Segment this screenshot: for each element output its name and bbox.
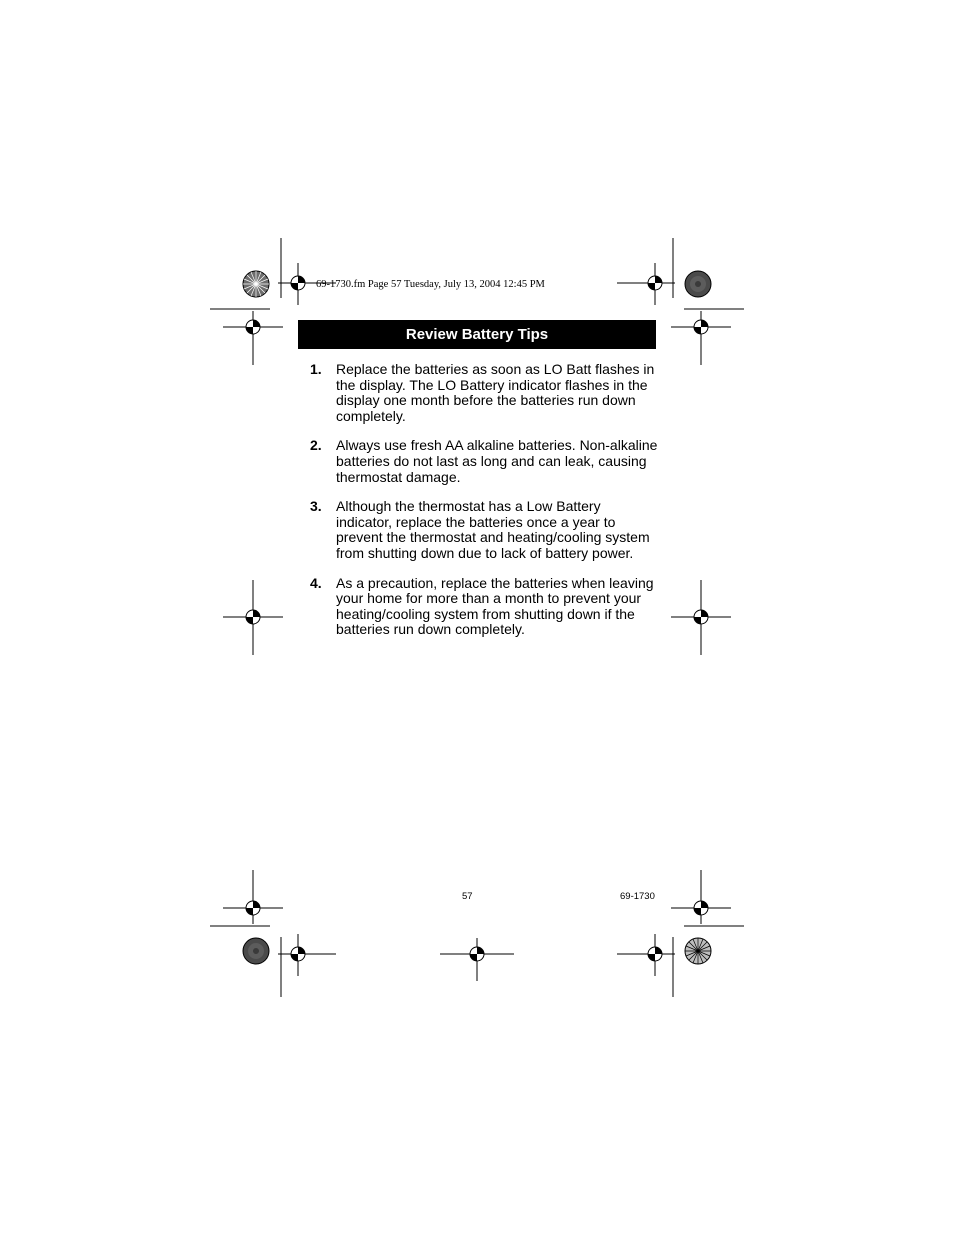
battery-tips-list	[310, 362, 660, 652]
registration-mark-icon	[223, 580, 283, 655]
list-item	[310, 576, 660, 638]
list-item	[310, 362, 660, 424]
registration-mark-icon	[671, 580, 731, 655]
starburst-target-icon	[685, 938, 711, 964]
registration-mark-icon	[223, 311, 283, 365]
list-item-text: Replace the batteries as soon as LO Batt flashes in the display. The LO Battery indicator flashes in the display one month before the batteries run down completely.	[336, 361, 655, 424]
list-item-text: Although the thermostat has a Low Battery indicator, replace the batteries once a year to prevent the thermostat and heating/cooling system from shutting down due to lack of battery power.	[336, 498, 650, 561]
list-item-number: 3.	[310, 498, 322, 515]
registration-mark-icon	[617, 934, 675, 976]
registration-mark-icon	[617, 263, 675, 305]
registration-mark-icon	[223, 870, 283, 924]
registration-mark-icon	[278, 934, 336, 976]
gray-target-icon	[685, 271, 711, 297]
section-title: Review Battery Tips	[298, 320, 656, 349]
document-number: 69-1730	[620, 891, 655, 902]
starburst-target-icon	[243, 271, 269, 297]
list-item-text: Always use fresh AA alkaline batteries. Non-alkaline batteries do not last as long and can leak, causing thermostat damage.	[336, 437, 658, 485]
registration-mark-icon	[671, 311, 731, 365]
list-item-number: 2.	[310, 437, 322, 454]
list-item-text: As a precaution, replace the batteries when leaving your home for more than a month to prevent your heating/cooling system from shutting down if the batteries run down completely.	[336, 574, 654, 638]
list-item	[310, 438, 660, 485]
gray-target-icon	[243, 938, 269, 964]
list-item-number: 1.	[310, 361, 322, 377]
print-header: 69-1730.fm Page 57 Tuesday, July 13, 2004 12:45 PM	[316, 279, 545, 290]
registration-mark-icon	[671, 870, 731, 924]
page-number: 57	[462, 891, 473, 902]
list-item-number: 4.	[310, 574, 322, 591]
registration-mark-icon	[440, 938, 514, 981]
list-item	[310, 499, 660, 561]
